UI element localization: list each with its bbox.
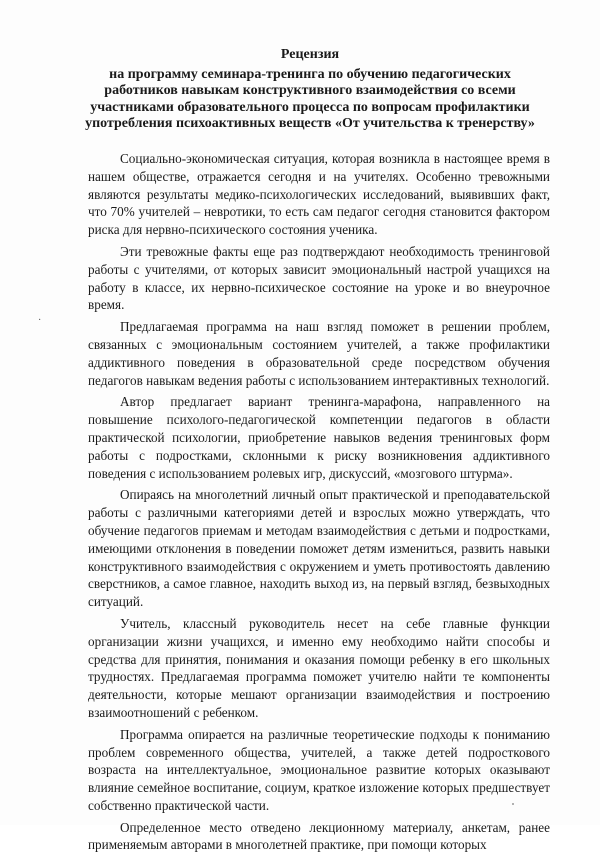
paragraph-2: Эти тревожные факты еще раз подтверждают необходимость тренинговой работы с учителями, от которых зависит эмоциональный настрой учащихся на работу в классе, их нервно-психическое состояние на уроке и во внеурочное время. — [88, 243, 550, 313]
paragraph-5: Опираясь на многолетний личный опыт практической и преподавательской работы с различными категориями детей и взрослых можно утверждать, что обучение педагогов приемам и методам взаимодействия с детьми и подростками, имеющими отклонения в поведении поможет детям измениться, развить навыки конструктивного взаимодействия с окружением и уметь противостоять давлению сверстников, а самое главное, находить выход из, на первый взгляд, безвыходных ситуаций. — [88, 487, 550, 610]
margin-mark: · — [38, 315, 42, 326]
review-body — [88, 150, 550, 854]
subtitle-line-3: участниками образовательного процесса по вопросам профилактики — [90, 99, 530, 115]
scan-speck — [512, 803, 514, 805]
subtitle-line-1: на программу семинара-тренинга по обучению педагогических — [109, 66, 511, 82]
subtitle-line-2: работников навыкам конструктивного взаимодействия со всеми — [104, 83, 516, 98]
paragraph-7: Программа опирается на различные теоретические подходы к пониманию проблем современного общества, учителей, а также детей подросткового возраста на интеллектуальное, эмоциональное развитие которых оказывают влияние семейное воспитание, социум, краткое изложение которых предшествует собственно практической части. — [88, 726, 550, 813]
paragraph-3: Предлагаемая программа на наш взгляд поможет в решении проблем, связанных с эмоциональным состоянием учителей, а также профилактики аддиктивного поведения в образовательной среде посредством обучения педагогов навыкам ведения работы с использованием интерактивных технологий. — [88, 319, 550, 388]
paragraph-1: Социально-экономическая ситуация, которая возникла в настоящее время в нашем обществе, отражается сегодня и на учителях. Особенно тревожными являются результаты медико-психологических исследований, выявивших факт, что 70% учителей – невротики, то есть сам педагог сегодня становится фактором риска для нервно-психического состояния ученика. — [88, 151, 550, 238]
paragraph-8: Определенное место отведено лекционному материалу, анкетам, ранее применяемым авторами в многолетней практике, при помощи которых — [88, 819, 550, 853]
review-heading — [60, 47, 560, 133]
paragraph-6: Учитель, классный руководитель несет на себе главные функции организации жизни учащихся, и именно ему необходимо найти способы и средства для принятия, понимания и оказания помощи ребенку в его школьных трудностях. Предлагаемая программа поможет учителю найти те компоненты деятельности, которые мешают организации взаимодействия и построению взаимоотношений с ребенком. — [88, 615, 550, 720]
page-title: Рецензия — [280, 47, 340, 62]
subtitle-line-4: употребления психоактивных веществ «От учительства к тренерству» — [85, 116, 535, 131]
paragraph-4: Автор предлагает вариант тренинга-марафона, направленного на повышение психолого-педагогической компетенции педагогов в области практической психологии, приобретение навыков ведения тренинговых форм работы с подростками, склонными к риску возникновения аддиктивного поведения с использованием ролевых игр, дискуссий, «мозгового штурма». — [88, 394, 550, 481]
